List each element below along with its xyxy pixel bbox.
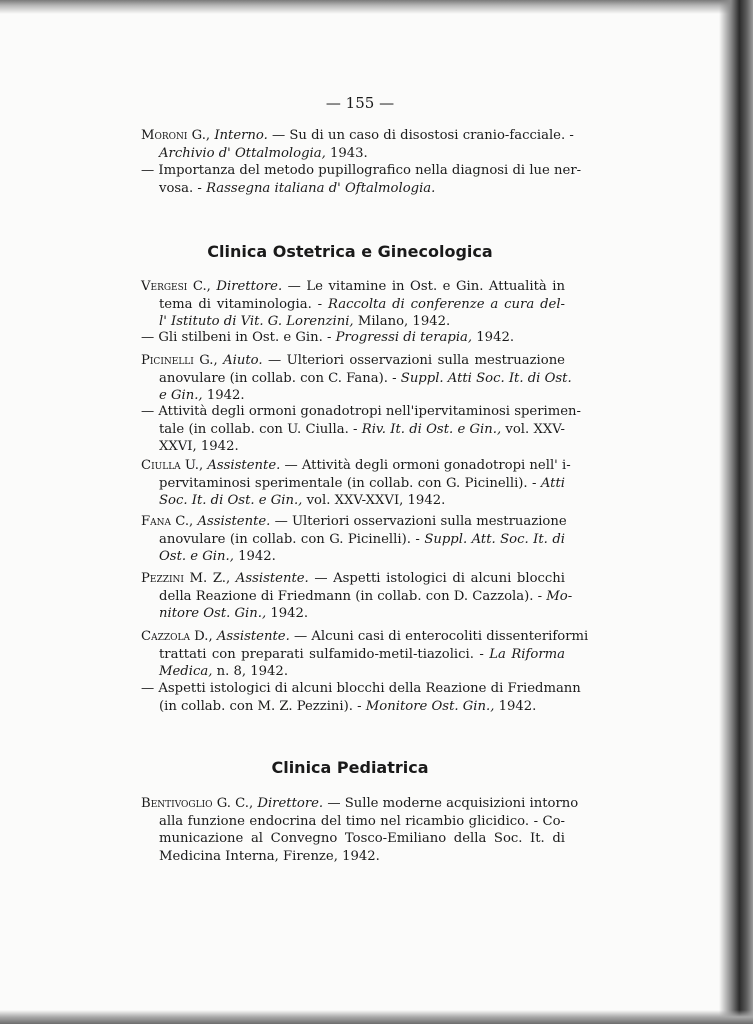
author-role: Interno. xyxy=(214,128,268,143)
author-role: Aiuto. xyxy=(223,353,263,368)
entry-text: 1942. xyxy=(472,330,515,345)
entry-text: — Sulle moderne acquisizioni intorno xyxy=(323,796,579,811)
entry-text: vol. XXV-XXVI, 1942. xyxy=(302,493,446,509)
entry-picinelli xyxy=(141,352,572,405)
author-name: Fana C., xyxy=(141,514,194,529)
entry-text: (in collab. con M. Z. Pezzini). - xyxy=(159,698,366,714)
entry-text: XXVI, 1942. xyxy=(159,439,239,455)
entry-text: trattati con preparati sulfamido-metil-tiazolici. - xyxy=(159,646,490,662)
entry-fana xyxy=(141,513,565,566)
journal-title: Riv. It. di Ost. e Gin., xyxy=(361,421,502,437)
entry-text: municazione al Convegno Tosco-Emiliano della Soc. It. di xyxy=(159,831,565,847)
journal-title: Suppl. Atti Soc. It. di Ost. xyxy=(400,370,572,386)
journal-title: Archivio d' Ottalmologia, xyxy=(159,145,326,161)
author-role: Assistente. xyxy=(207,458,281,473)
entry-text: 1942. xyxy=(266,606,309,622)
journal-title: Soc. It. di Ost. e Gin., xyxy=(159,493,303,509)
journal-title: Suppl. Att. Soc. It. di xyxy=(424,531,565,547)
journal-title: l' Istituto di Vit. G. Lorenzini, xyxy=(159,314,354,330)
journal-title: La Riforma xyxy=(489,646,566,662)
entry-text: tale (in collab. con U. Ciulla. - xyxy=(159,421,362,437)
author-name: Pezzini M. Z., xyxy=(141,571,231,586)
entry-bentivoglio xyxy=(141,795,579,865)
journal-title: Mo- xyxy=(546,588,573,604)
author-name: Moroni G., xyxy=(141,128,211,143)
journal-title: e Gin., xyxy=(159,388,203,404)
entry-text: 1943. xyxy=(325,145,368,161)
entry-vergesi xyxy=(141,278,565,331)
section-heading-ostetrica: Clinica Ostetrica e Ginecologica xyxy=(207,242,493,261)
entry-text: Milano, 1942. xyxy=(353,314,451,330)
entry-text: vol. XXV- xyxy=(501,421,565,437)
entry-text: anovulare (in collab. con G. Picinelli). - xyxy=(159,531,425,547)
entry-text: pervitaminosi sperimentale (in collab. con G. Picinelli). - xyxy=(159,475,541,491)
author-role: Assistente. xyxy=(197,514,271,529)
entry-text: — Aspetti istologici di alcuni blocchi xyxy=(308,571,565,586)
journal-title: nitore Ost. Gin., xyxy=(159,606,267,622)
journal-title: Medica, xyxy=(159,664,213,680)
journal-title: Raccolta di conferenze a cura del- xyxy=(328,296,565,312)
journal-title: Atti xyxy=(540,475,565,491)
entry-text: alla funzione endocrina del timo nel ricambio glicidico. - Co- xyxy=(159,813,565,829)
author-name: Vergesi C., xyxy=(141,279,211,294)
entry-text: vosa. - xyxy=(159,180,207,196)
entry-vergesi-2 xyxy=(141,329,565,347)
author-role: Direttore. xyxy=(216,279,283,294)
entry-text: — Aspetti istologici di alcuni blocchi della Reazione di Friedmann xyxy=(141,681,581,696)
entry-text: 1942. xyxy=(233,549,276,565)
entry-text: 1942. xyxy=(494,698,537,714)
journal-title: Rassegna italiana d' Oftalmologia. xyxy=(206,180,436,196)
author-name: Ciulla U., xyxy=(141,458,204,473)
page-number: — 155 — xyxy=(325,94,395,112)
section-heading-pediatrica: Clinica Pediatrica xyxy=(271,758,429,777)
entry-text: Medicina Interna, Firenze, 1942. xyxy=(159,848,380,864)
entry-text: anovulare (in collab. con C. Fana). - xyxy=(159,370,401,386)
page-edge-right xyxy=(719,0,753,1024)
author-role: Direttore. xyxy=(257,796,324,811)
entry-text: — Importanza del metodo pupillografico nella diagnosi di lue ner- xyxy=(141,163,582,178)
entry-text: — Gli stilbeni in Ost. e Gin. - xyxy=(141,330,336,345)
entry-text: 1942. xyxy=(202,388,245,404)
author-name: Cazzola D., xyxy=(141,629,213,644)
entry-moroni-2 xyxy=(141,162,582,197)
journal-title: Progressi di terapia, xyxy=(335,330,473,345)
entry-text: — Ulteriori osservazioni sulla mestruazione xyxy=(262,353,565,368)
entry-text: n. 8, 1942. xyxy=(212,664,289,680)
entry-cazzola-2 xyxy=(141,680,581,715)
entry-text: della Reazione di Friedmann (in collab. con D. Cazzola). - xyxy=(159,588,547,604)
author-name: Bentivoglio G. C., xyxy=(141,796,254,811)
entry-text: — Attività degli ormoni gonadotropi nell'ipervitaminosi sperimen- xyxy=(141,404,582,419)
entry-cazzola xyxy=(141,628,589,681)
entry-text: — Attività degli ormoni gonadotropi nell' i- xyxy=(280,458,571,473)
entry-text: tema di vitaminologia. - xyxy=(159,296,329,312)
author-name: Picinelli G., xyxy=(141,353,218,368)
entry-moroni-1 xyxy=(141,127,574,162)
journal-title: Ost. e Gin., xyxy=(159,549,234,565)
entry-text: — Ulteriori osservazioni sulla mestruazione xyxy=(270,514,567,529)
entry-text: — Su di un caso di disostosi cranio-facciale. - xyxy=(267,128,574,143)
author-role: Assistente. xyxy=(216,629,290,644)
journal-title: Monitore Ost. Gin., xyxy=(365,698,495,714)
entry-text: — Le vitamine in Ost. e Gin. Attualità in xyxy=(282,279,566,294)
page-edge-bottom xyxy=(0,1010,753,1024)
page-edge-top xyxy=(0,0,753,14)
author-role: Assistente. xyxy=(235,571,309,586)
entry-text: — Alcuni casi di enterocoliti dissenteriformi xyxy=(289,629,589,644)
entry-ciulla xyxy=(141,457,571,510)
entry-picinelli-2 xyxy=(141,403,582,456)
entry-pezzini xyxy=(141,570,573,623)
